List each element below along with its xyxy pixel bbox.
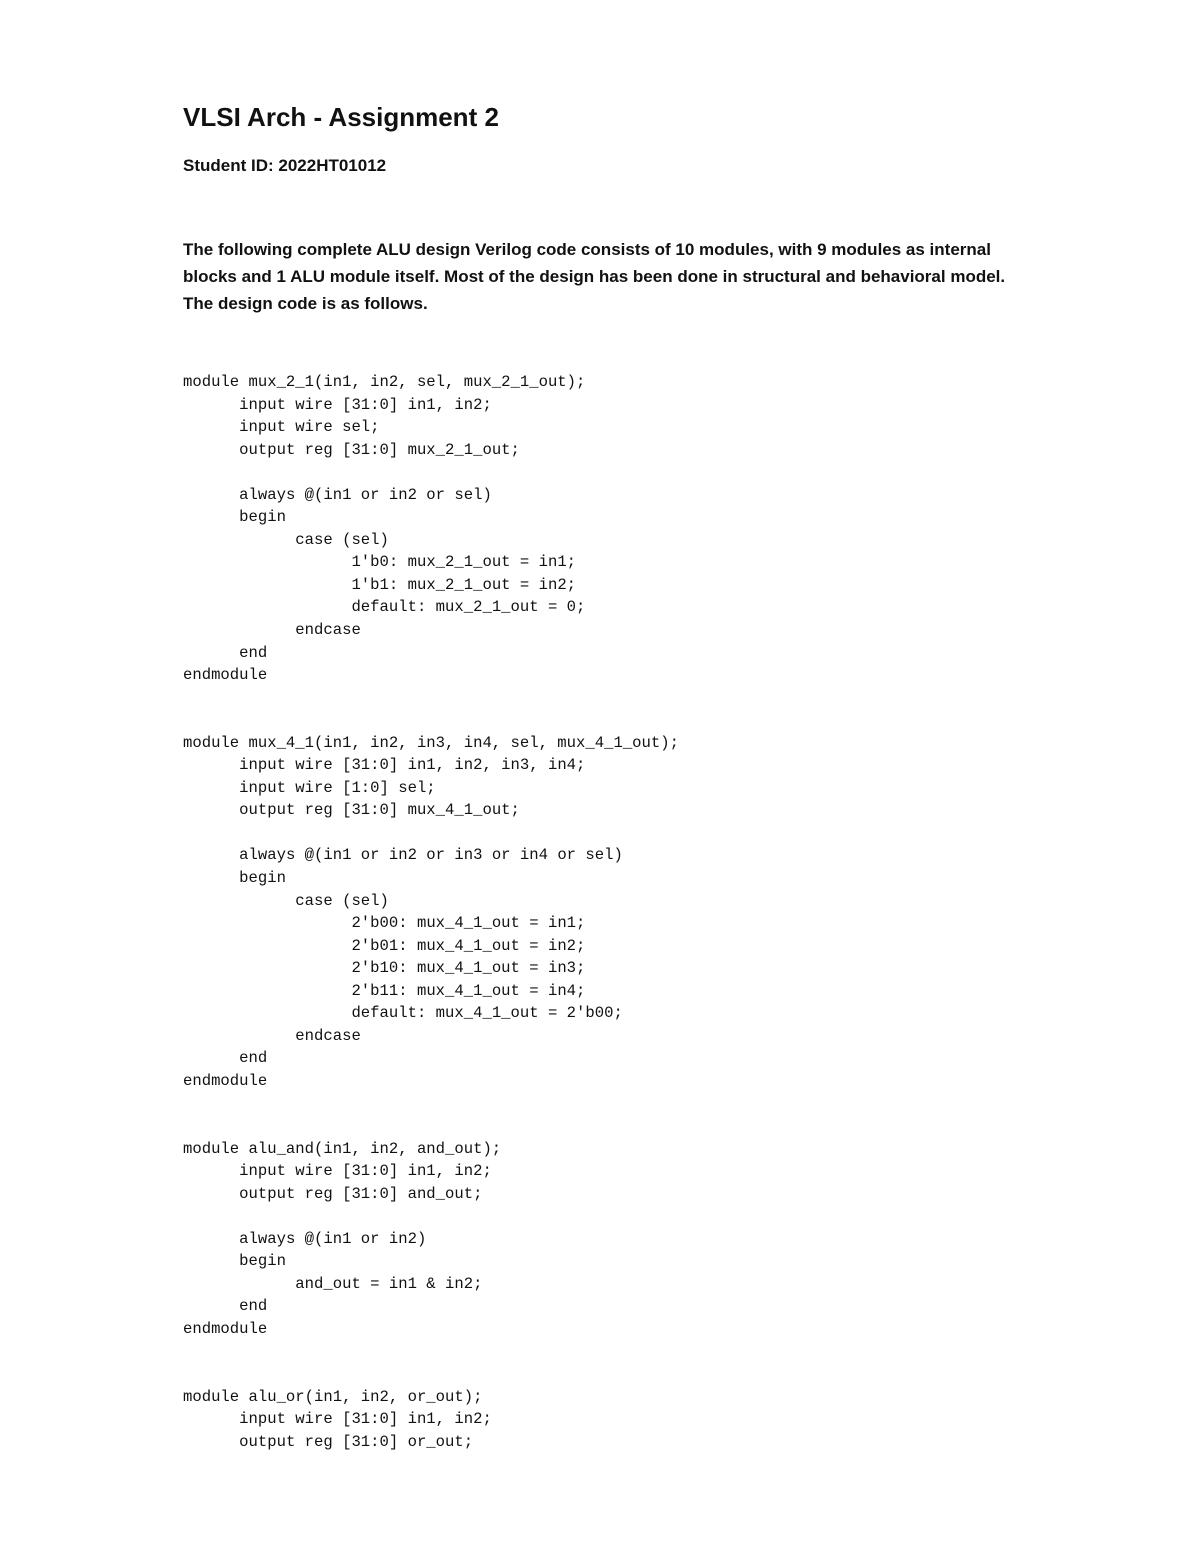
student-id: Student ID: 2022HT01012 — [183, 156, 387, 175]
verilog-code-block: module mux_2_1(in1, in2, sel, mux_2_1_out); input wire [31:0] in1, in2; input wire sel; output reg [31:0] mux_2_1_out; always @(in1 or in2 or sel) begin case (sel) 1'b0: mux_2_1_out = in1; 1'b1: mux_2_1_out = in2; default: mux_2_1_out = 0; endcase end endmodule module mux_4_1(in1, in2, in3, in4, sel, mux_4_1_out); input wire [31:0] in1, in2, in3, in4; input wire [1:0] sel; output reg [31:0] mux_4_1_out; always @(in1 or in2 or in3 or in4 or sel) begin case (sel) 2'b00: mux_4_1_out = in1; 2'b01: mux_4_1_out = in2; 2'b10: mux_4_1_out = in3; 2'b11: mux_4_1_out = in4; default: mux_4_1_out = 2'b00; endcase end endmodule module alu_and(in1, in2, and_out); input wire [31:0] in1, in2; output reg [31:0] and_out; always @(in1 or in2) begin and_out = in1 & in2; end endmodule module alu_or(in1, in2, or_out); input wire [31:0] in1, in2; output reg [31:0] or_out; — [183, 373, 679, 1451]
document-title: VLSI Arch - Assignment 2 — [183, 102, 499, 132]
intro-paragraph: The following complete ALU design Verilog code consists of 10 modules, with 9 modules as internal blocks and 1 ALU module itself. Most of the design has been done in structural and behavioral model. The design code is as follows. — [183, 240, 1006, 313]
